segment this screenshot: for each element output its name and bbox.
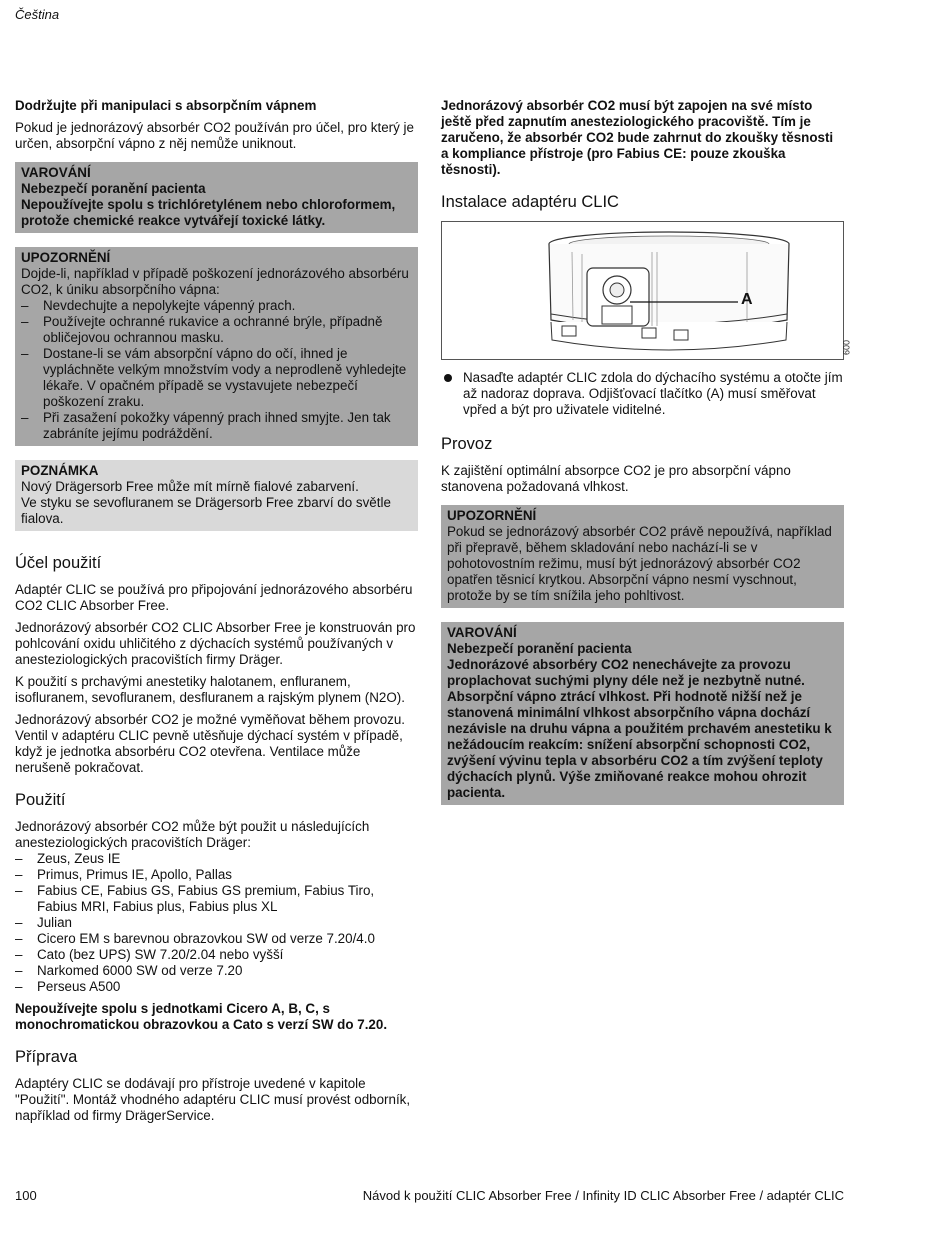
purpose-p3: K použití s prchavými anestetiky halotanem, enfluranem, isofluranem, sevofluranem, desfluranem a rajským plynem (N2O). [15,674,405,705]
device-list [15,851,418,995]
install-heading: Instalace adaptéru CLIC [441,193,619,211]
warning-title: VAROVÁNÍ [21,165,91,180]
list-item: – Zeus, Zeus IE [15,851,418,867]
purpose-p1: Adaptér CLIC se používá pro připojování jednorázového absorbéru CO2 CLIC Absorber Free. [15,582,413,613]
install-steps [441,370,844,418]
warning-line-2: Nepoužívejte spolu s trichlóretylénem nebo chloroformem, protože chemické reakce vytvářejí toxické látky. [21,197,396,228]
warning-text: Jednorázové absorbéry CO2 nenechávejte za provozu proplachovat suchými plyny déle než je nezbytně nutné. Absorpční vápno ztrácí vlhkost. Při hodnotě nižší než je stanovená minimální vlhkost absorpčního vápna dochází nezávisle na druhu vápna a použitém prchavém anestetiku k nežádoucím reakcím: snížení absorpční schopnosti CO2, zvýšení vývinu tepla v absorbéru CO2 a tím zvýšení teploty dýchacích plynů. Výše zmiňované reakce mohou ohrozit pacienta. [447,657,832,800]
list-item: – Cicero EM s barevnou obrazovkou SW od verze 7.20/4.0 [15,931,418,947]
list-item: – Nevdechujte a nepolykejte vápenný prach. [21,298,412,314]
list-item: – Cato (bez UPS) SW 7.20/2.04 nebo vyšší [15,947,418,963]
list-item: Nasaďte adaptér CLIC zdola do dýchacího systému a otočte jím až nadoraz doprava. Odjišťovací tlačítko (A) musí směřovat vpřed a být pro uživatele viditelné. [441,370,844,418]
clic-adapter-illustration [442,222,843,359]
purpose-p4: Jednorázový absorbér CO2 je možné vyměňovat během provozu. Ventil v adaptéru CLIC pevně utěsňuje dýchací systém v případě, když je jednotka absorbéru CO2 otevřena. Ventilace může nerušeně pokračovat. [15,712,406,775]
use-intro: Jednorázový absorbér CO2 může být použit u následujících anesteziologických pracovištích Dräger: [15,819,370,850]
purpose-p2: Jednorázový absorbér CO2 CLIC Absorber Free je konstruován pro pohlcování oxidu uhličitého z dýchacích systémů používaných v anesteziologických pracovištích firmy Dräger. [15,620,416,667]
use-warning: Nepoužívejte spolu s jednotkami Cicero A, B, C, s monochromatickou obrazovkou a Cato s verzí SW do 7.20. [15,1001,388,1032]
language-label: Čeština [15,7,60,22]
list-item: – Fabius CE, Fabius GS, Fabius GS premium, Fabius Tiro, Fabius MRI, Fabius plus, Fabius plus XL [15,883,418,915]
caution-title: UPOZORNĚNÍ [447,508,537,523]
intro-bold: Jednorázový absorbér CO2 musí být zapojen na své místo ještě před zapnutím anesteziologického pracoviště. Tím je zaručeno, že absorbér CO2 bude zahrnut do zkoušky těsnosti a kompliance přístroje (pro Fabius CE: pouze zkouška těsnosti). [441,98,834,177]
prep-text: Adaptéry CLIC se dodávají pro přístroje uvedené v kapitole "Použití". Montáž vhodného adaptéru CLIC musí provést odborník, například od firmy DrägerService. [15,1076,411,1123]
caution-list [21,298,412,442]
caution-box-2 [441,505,844,608]
list-item: – Při zasažení pokožky vápenný prach ihned smyjte. Jen tak zabráníte jejímu podráždění. [21,410,412,442]
page-number: 100 [15,1188,37,1203]
list-item: – Primus, Primus IE, Apollo, Pallas [15,867,418,883]
footer-title: Návod k použití CLIC Absorber Free / Infinity ID CLIC Absorber Free / adaptér CLIC [362,1188,844,1203]
handling-heading: Dodržujte při manipulaci s absorpčním vápnem [15,98,317,113]
figure-number: 009 [841,340,851,356]
purpose-heading: Účel použití [15,554,102,572]
prep-heading: Příprava [15,1048,78,1066]
caution-box-1 [15,247,418,446]
operation-heading: Provoz [441,435,493,453]
list-item: – Narkomed 6000 SW od verze 7.20 [15,963,418,979]
caution-title: UPOZORNĚNÍ [21,250,111,265]
warning-title: VAROVÁNÍ [447,625,517,640]
caution-text: Pokud se jednorázový absorbér CO2 právě nepoužívá, například při přepravě, během skladování nebo nachází-li se v pohotovostním režimu, musí být jednorázový absorbér CO2 opatřen těsnicí krytkou. Absorpční vápno nesmí vyschnout, protože by se tím snížila jeho pohltivost. [447,524,832,603]
warning-box-1 [15,162,418,233]
caution-intro: Dojde-li, například v případě poškození jednorázového absorbéru CO2, k úniku absorpčního vápna: [21,266,409,297]
handling-text: Pokud je jednorázový absorbér CO2 používán pro účel, pro který je určen, absorpční vápno z něj nemůže uniknout. [15,120,414,151]
warning-line-1: Nebezpečí poranění pacienta [447,641,632,656]
warning-box-2 [441,622,844,805]
use-heading: Použití [15,791,66,809]
note-line-2: Ve styku se sevofluranem se Drägersorb Free zbarví do světle fialova. [21,495,391,526]
list-item: – Julian [15,915,418,931]
list-item: – Dostane-li se vám absorpční vápno do očí, ihned je vypláchněte velkým množstvím vody a neprodleně vyhledejte lékaře. V opačném případě se vystavujete nebezpečí poškození zraku. [21,346,412,410]
operation-text: K zajištění optimální absorpce CO2 je pro absorpční vápno stanovena požadovaná vlhkost. [441,463,791,494]
clic-adapter-figure [441,221,851,360]
warning-line-1: Nebezpečí poranění pacienta [21,181,206,196]
note-title: POZNÁMKA [21,463,99,478]
figure-label-a: A [741,291,753,308]
note-line-1: Nový Drägersorb Free může mít mírně fialové zabarvení. [21,479,359,494]
note-box [15,460,418,531]
right-column [441,98,851,819]
left-column [15,98,418,1130]
list-item: – Perseus A500 [15,979,418,995]
list-item: – Používejte ochranné rukavice a ochranné brýle, případně obličejovou ochrannou masku. [21,314,412,346]
